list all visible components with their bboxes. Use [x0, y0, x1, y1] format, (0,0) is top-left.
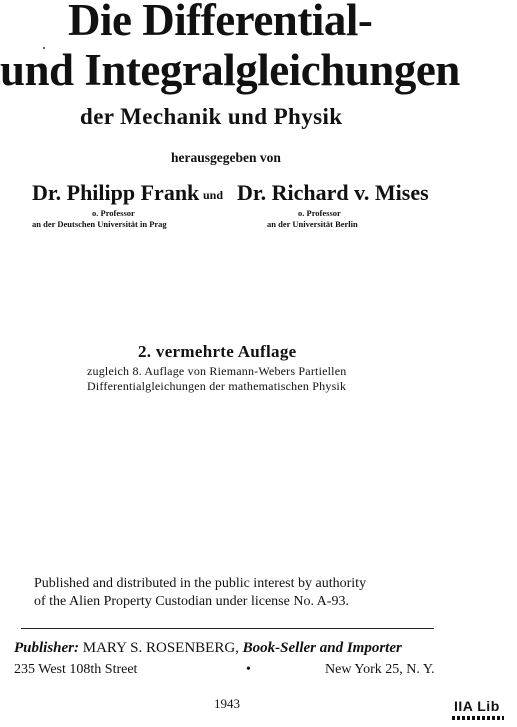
author-2-title: o. Professor	[298, 208, 341, 218]
edition-label: 2. vermehrte Auflage	[138, 342, 297, 361]
publication-notice-line-1: Published and distributed in the public interest by authority	[34, 576, 367, 591]
address-separator: •	[246, 662, 251, 677]
edition-note-line-2: Differentialgleichungen der mathematischen Physik	[87, 379, 347, 393]
author-2-affiliation: an der Universität Berlin	[267, 219, 358, 229]
publisher-city: New York 25, N. Y.	[325, 662, 435, 677]
title-line-1: Die Differential-	[68, 0, 373, 45]
publication-year: 1943	[214, 696, 240, 711]
author-1-title: o. Professor	[92, 208, 135, 218]
title-line-2: und Integralgleichungen	[0, 45, 460, 95]
author-1-affiliation: an der Deutschen Universität in Prag	[32, 219, 167, 229]
author-2-name: Dr. Richard v. Mises	[237, 180, 429, 205]
edition-note-line-1: zugleich 8. Auflage von Riemann-Webers Partiellen	[87, 364, 347, 378]
publisher-role: Book-Seller and Importer	[242, 640, 402, 656]
author-connector: und	[203, 188, 224, 202]
publisher-street: 235 West 108th Street	[14, 662, 138, 677]
author-1-name: Dr. Philipp Frank	[32, 180, 200, 205]
publisher-label: Publisher:	[14, 640, 80, 656]
horizontal-rule	[21, 628, 434, 629]
subtitle: der Mechanik und Physik	[80, 104, 343, 129]
library-stamp: IIA Lib	[454, 698, 500, 714]
publisher-line	[14, 640, 402, 657]
publisher-name: MARY S. ROSENBERG,	[82, 640, 239, 656]
publication-notice-line-2: of the Alien Property Custodian under license No. A-93.	[34, 594, 349, 609]
editors-label: herausgegeben von	[171, 150, 281, 165]
library-stamp-barcode	[452, 716, 504, 720]
